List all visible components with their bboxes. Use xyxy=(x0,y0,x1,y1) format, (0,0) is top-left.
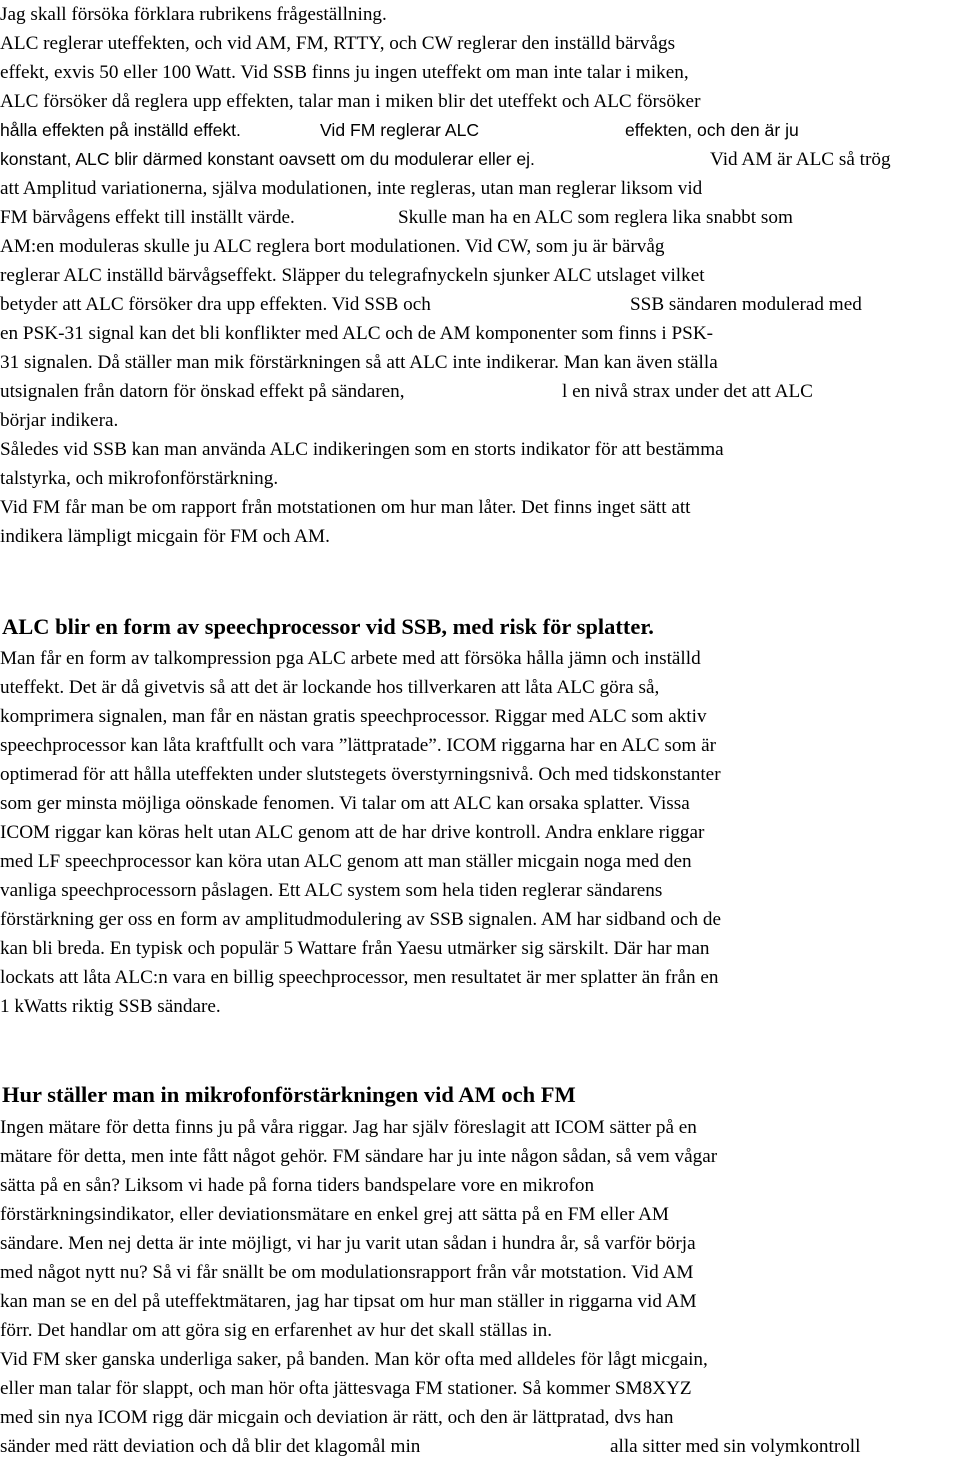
paragraph-line: kan bli breda. En typisk och populär 5 Wattare från Yaesu utmärker sig särskilt. Där har man xyxy=(0,938,710,959)
paragraph-line: eller man talar för slappt, och man hör ofta jättesvaga FM stationer. Så kommer SM8XYZ xyxy=(0,1378,692,1399)
paragraph-line: börjar indikera. xyxy=(0,410,119,431)
paragraph-line: Jag skall försöka förklara rubrikens frågeställning. xyxy=(0,4,387,25)
paragraph-line: indikera lämpligt micgain för FM och AM. xyxy=(0,526,330,547)
paragraph-line: optimerad för att hålla uteffekten under slutstegets överstyrningsnivå. Och med tidskonstanter xyxy=(0,764,721,785)
paragraph-line: konstant, ALC blir därmed konstant oavsett om du modulerar eller ej. xyxy=(0,149,535,169)
paragraph-fragment: Skulle man ha en ALC som reglera lika snabbt som xyxy=(398,207,793,228)
paragraph-fragment: l en nivå strax under det att ALC xyxy=(562,381,813,402)
section-heading: Hur ställer man in mikrofonförstärkningen vid AM och FM xyxy=(2,1082,576,1107)
paragraph-line: 1 kWatts riktig SSB sändare. xyxy=(0,996,221,1017)
paragraph-line: Vid FM sker ganska underliga saker, på banden. Man kör ofta med alldeles för lågt micgain, xyxy=(0,1349,708,1370)
paragraph-line: förstärkning ger oss en form av amplitudmodulering av SSB signalen. AM har sidband och de xyxy=(0,909,722,930)
paragraph-fragment: alla sitter med sin volymkontroll xyxy=(610,1436,861,1457)
paragraph-line: Således vid SSB kan man använda ALC indikeringen som en storts indikator för att bestämma xyxy=(0,439,724,460)
paragraph-line: förr. Det handlar om att göra sig en erfarenhet av hur det skall ställas in. xyxy=(0,1320,552,1341)
paragraph-line: FM bärvågens effekt till inställt värde. xyxy=(0,207,295,228)
paragraph-line: kan man se en del på uteffektmätaren, jag har tipsat om hur man ställer in riggarna vid AM xyxy=(0,1291,697,1312)
paragraph-line: sänder med rätt deviation och då blir det klagomål min xyxy=(0,1436,421,1457)
paragraph-line: att Amplitud variationerna, själva modulationen, inte regleras, utan man reglerar liksom vid xyxy=(0,178,703,199)
paragraph-line: AM:en moduleras skulle ju ALC reglera bort modulationen. Vid CW, som ju är bärvåg xyxy=(0,236,665,257)
paragraph-line: med LF speechprocessor kan köra utan ALC genom att man ställer micgain noga med den xyxy=(0,851,692,872)
paragraph-line: reglerar ALC inställd bärvågseffekt. Släpper du telegrafnyckeln sjunker ALC utslaget vilket xyxy=(0,265,705,286)
paragraph-line: ICOM riggar kan köras helt utan ALC genom att de har drive kontroll. Andra enklare riggar xyxy=(0,822,705,843)
paragraph-line: utsignalen från datorn för önskad effekt på sändaren, xyxy=(0,381,405,402)
paragraph-fragment: SSB sändaren modulerad med xyxy=(630,294,862,315)
paragraph-line: hålla effekten på inställd effekt. xyxy=(0,120,241,140)
paragraph-line: ALC reglerar uteffekten, och vid AM, FM, RTTY, och CW reglerar den inställd bärvågs xyxy=(0,33,676,54)
paragraph-fragment: effekten, och den är ju xyxy=(625,120,799,140)
paragraph-line: med sin nya ICOM rigg där micgain och deviation är rätt, och den är lättpratad, dvs han xyxy=(0,1407,674,1428)
paragraph-line: komprimera signalen, man får en nästan gratis speechprocessor. Riggar med ALC som aktiv xyxy=(0,706,707,727)
paragraph-line: uteffekt. Det är då givetvis så att det är lockande hos tillverkaren att låta ALC göra så, xyxy=(0,677,660,698)
paragraph-line: sätta på en sån? Liksom vi hade på forna tiders bandspelare vore en mikrofon xyxy=(0,1175,595,1196)
paragraph-line: som ger minsta möjliga oönskade fenomen. Vi talar om att ALC kan orsaka splatter. Vissa xyxy=(0,793,690,814)
paragraph-fragment: Vid AM är ALC så trög xyxy=(710,149,891,170)
paragraph-line: förstärkningsindikator, eller deviationsmätare en enkel grej att sätta på en FM eller AM xyxy=(0,1204,669,1225)
paragraph-line: med något nytt nu? Så vi får snällt be om modulationsrapport från vår motstation. Vid AM xyxy=(0,1262,694,1283)
paragraph-line: en PSK-31 signal kan det bli konflikter med ALC och de AM komponenter som finns i PSK- xyxy=(0,323,714,344)
paragraph-line: betyder att ALC försöker dra upp effekten. Vid SSB och xyxy=(0,294,431,315)
paragraph-line: talstyrka, och mikrofonförstärkning. xyxy=(0,468,279,489)
paragraph-line: lockats att låta ALC:n vara en billig speechprocessor, men resultatet är mer splatter än från en xyxy=(0,967,719,988)
paragraph-line: effekt, exvis 50 eller 100 Watt. Vid SSB finns ju ingen uteffekt om man inte talar i miken, xyxy=(0,62,689,83)
section-heading: ALC blir en form av speechprocessor vid SSB, med risk för splatter. xyxy=(2,614,654,639)
paragraph-line: 31 signalen. Då ställer man mik förstärkningen så att ALC inte indikerar. Man kan även ställa xyxy=(0,352,718,373)
paragraph-line: ALC försöker då reglera upp effekten, talar man i miken blir det uteffekt och ALC försöker xyxy=(0,91,701,112)
paragraph-fragment: Vid FM reglerar ALC xyxy=(320,120,480,140)
paragraph-line: mätare för detta, men inte fått något gehör. FM sändare har ju inte någon sådan, så vem vågar xyxy=(0,1146,718,1167)
paragraph-line: speechprocessor kan låta kraftfullt och vara ”lättpratade”. ICOM riggarna har en ALC som är xyxy=(0,735,717,756)
paragraph-line: Vid FM får man be om rapport från motstationen om hur man låter. Det finns inget sätt att xyxy=(0,497,691,518)
paragraph-line: vanliga speechprocessorn påslagen. Ett ALC system som hela tiden reglerar sändarens xyxy=(0,880,663,901)
paragraph-line: Man får en form av talkompression pga ALC arbete med att försöka hålla jämn och inställd xyxy=(0,648,701,669)
paragraph-line: Ingen mätare för detta finns ju på våra riggar. Jag har själv föreslagit att ICOM sätter på en xyxy=(0,1117,697,1138)
paragraph-line: sändare. Men nej detta är inte möjligt, vi har ju varit utan sådan i hundra år, så varför börja xyxy=(0,1233,696,1254)
